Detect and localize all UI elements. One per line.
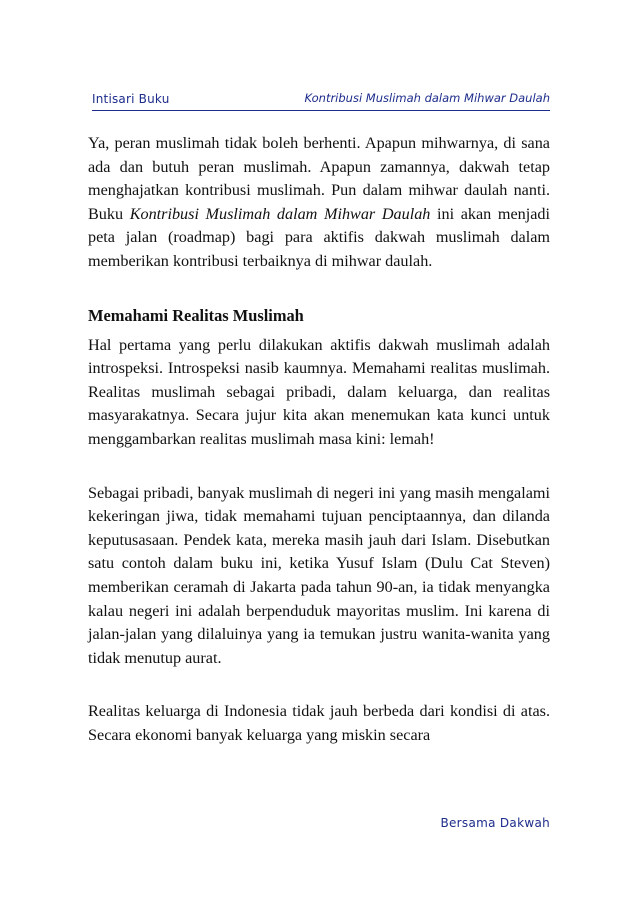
section-heading: Memahami Realitas Muslimah bbox=[88, 305, 304, 325]
header-left-label: Intisari Buku bbox=[92, 92, 170, 106]
book-title: Kontribusi Muslimah dalam Mihwar Daulah bbox=[129, 204, 431, 223]
intro-paragraph bbox=[88, 132, 550, 274]
page-header bbox=[92, 88, 550, 112]
intro-text-before: Ya, peran muslimah tidak boleh berhenti. Apapun mihwarnya, di sana ada dan butuh peran muslimah. Apapun zamannya, dakwah tetap menghajatkan kontribusi muslimah. Pun dalam mihwar daulah nanti. Buku bbox=[88, 134, 550, 223]
document-body bbox=[88, 132, 550, 747]
intro-text-after: ini akan menjadi peta jalan (roadmap) bagi para aktifis dakwah muslimah dalam memberikan kontribusi terbaiknya di mihwar daulah. bbox=[88, 204, 550, 270]
header-divider bbox=[92, 110, 550, 111]
body-paragraph: Hal pertama yang perlu dilakukan aktifis dakwah muslimah adalah introspeksi. Introspeksi nasib kaumnya. Memahami realitas muslimah. Realitas muslimah sebagai pribadi, dalam keluarga, dan realitas masyarakatnya. Secara jujur kita akan menemukan kata kunci untuk menggambarkan realitas muslimah masa kini: lemah! bbox=[88, 335, 550, 448]
body-paragraph: Sebagai pribadi, banyak muslimah di negeri ini yang masih mengalami kekeringan jiwa, tidak memahami tujuan penciptaannya, dan dilanda keputusasaan. Pendek kata, mereka masih jauh dari Islam. Disebutkan satu contoh dalam buku ini, ketika Yusuf Islam (Dulu Cat Steven) memberikan ceramah di Jakarta pada tahun 90-an, ia tidak menyangka kalau negeri ini adalah berpenduduk mayoritas muslim. Ini karena di jalan-jalan yang dilaluinya yang ia temukan justru wanita-wanita yang tidak menutup aurat. bbox=[88, 483, 550, 667]
body-paragraph: Realitas keluarga di Indonesia tidak jauh berbeda dari kondisi di atas. Secara ekonomi banyak keluarga yang miskin secara bbox=[88, 702, 550, 744]
header-right-title: Kontribusi Muslimah dalam Mihwar Daulah bbox=[304, 91, 550, 105]
page-footer: Bersama Dakwah bbox=[440, 816, 550, 830]
